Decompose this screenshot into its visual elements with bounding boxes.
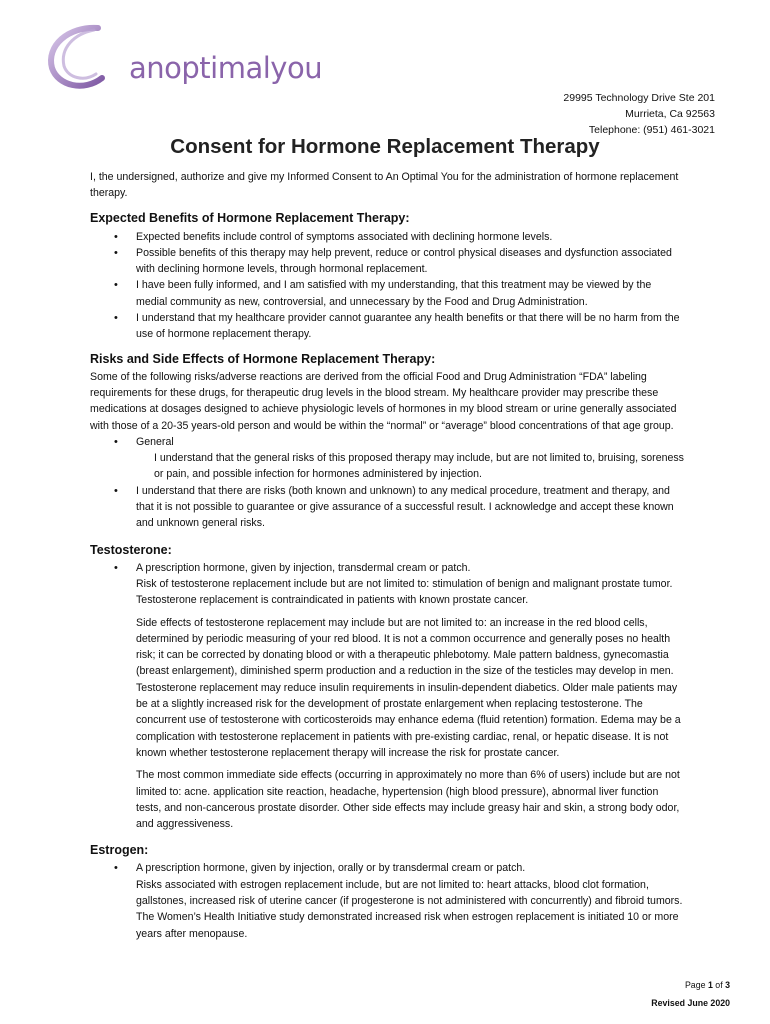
benefits-list — [90, 229, 685, 343]
intro-paragraph: I, the undersigned, authorize and give my Informed Consent to An Optimal You for the administration of hormone replacement therapy. — [90, 171, 679, 200]
logo-wordmark: anoptimalyou — [129, 51, 323, 85]
risks-list — [90, 434, 685, 532]
testosterone-side-effects-paragraph: Side effects of testosterone replacement may include but are not limited to: an increase in the red blood cells, determined by periodic measuring of your red blood. It is not a common occurrence and generally poses no health risk; it can be corrected by donating blood or with a therapeutic phlebotomy. Male pattern baldness, gynecomastia (breast enlargement), diminished sperm production and a reduction in the size of the testicles may develop in men. Testosterone replacement may reduce insulin requirements in insulin-dependent diabetics. Older male patients may be at a slightly increased risk for the development of prostate enlargement when replacing testosterone. The concurrent use of testosterone with corticosteroids may enhance edema (fluid retention) formation. Edema may be a complication with testosterone replacement in patients with pre-existing cardiac, renal, or hepatic disease. It is not known whether testosterone replacement therapy will increase the risk for prostate cancer. — [136, 616, 681, 759]
general-risks-label: • General — [136, 435, 174, 448]
testosterone-common-effects-paragraph: The most common immediate side effects (occurring in approximately no more than 6% of users) include but are not limited to: acne. application site reaction, headache, hypertension (high blood pressure), abnormal liver function tests, and non-cancerous prostate disorder. Other side effects may include greasy hair and skin, a strong body odor, and aggressiveness. — [136, 769, 680, 831]
testosterone-bullet-line2: Risk of testosterone replacement include but are not limited to: stimulation of benign and malignant prostate tumor. Testosterone replacement is contraindicated in patients with known prostate cancer. — [136, 577, 673, 607]
address-line-city: Murrieta, Ca 92563 — [625, 108, 715, 120]
list-item — [90, 860, 685, 941]
list-item: • I understand that my healthcare provider cannot guarantee any health benefits or that there will be no harm from the use of hormone replacement therapy. — [90, 310, 685, 343]
address-line-street: 29995 Technology Drive Ste 201 — [563, 92, 715, 104]
page-of: of — [715, 980, 723, 990]
testosterone-list — [90, 560, 685, 609]
page-title: Consent for Hormone Replacement Therapy — [170, 135, 600, 158]
address-line-phone: Telephone: (951) 461-3021 — [588, 124, 715, 136]
testosterone-heading: Testosterone: — [90, 542, 172, 557]
page-footer — [651, 976, 730, 1012]
estrogen-list — [90, 860, 685, 941]
general-risks-text: I understand that the general risks of this proposed therapy may include, but are not limited to, bruising, soreness or pain, and possible infection for hormones administered by injection. — [154, 452, 684, 481]
page-total: 3 — [725, 980, 730, 990]
page-prefix: Page — [684, 980, 706, 990]
page-current: 1 — [707, 980, 713, 990]
estrogen-bullet-line1: • A prescription hormone, given by injection, orally or by transdermal cream or patch. — [136, 862, 526, 875]
clinic-address — [563, 90, 715, 138]
list-item — [90, 560, 685, 609]
estrogen-bullet-line2: Risks associated with estrogen replacement include, but are not limited to: heart attacks, blood clot formation, gallstones, increased risk of uterine cancer (if progesterone is not administered with concurrently) and fibroid tumors. The Women’s Health Initiative study demonstrated increased risk when estrogen replacement is initiated 10 or more years after menopause. — [136, 878, 683, 940]
risks-intro-paragraph: Some of the following risks/adverse reactions are derived from the official Food and Drug Administration “FDA” labeling requirements for these drugs, for therapeutic drug levels in the blood stream. My healthcare provider may prescribe these medications at dosages designed to achieve physiologic levels of hormones in my blood stream or urine generally associated with those of a 20-35 years-old person and would be within the “normal” or “average” blood concentrations of that age group. — [90, 370, 677, 432]
risks-heading: Risks and Side Effects of Hormone Replacement Therapy: — [90, 351, 436, 366]
list-item: • I have been fully informed, and I am satisfied with my understanding, that this treatment may be viewed by the medial community as new, controversial, and unnecessary by the Food and Drug Administration. — [90, 277, 685, 310]
list-item: • I understand that there are risks (both known and unknown) to any medical procedure, treatment and therapy, and that it is not possible to guarantee or give assurance of a successful result. I acknowledge and accept these known and unknown general risks. — [90, 483, 685, 532]
benefits-heading: Expected Benefits of Hormone Replacement Therapy: — [90, 210, 410, 225]
testosterone-bullet-line1: • A prescription hormone, given by injection, transdermal cream or patch. — [136, 561, 471, 574]
page-number — [651, 976, 730, 994]
list-item: • Possible benefits of this therapy may help prevent, reduce or control physical diseases and dysfunction associated with declining hormone levels, through hormonal replacement. — [90, 245, 685, 278]
list-item — [90, 434, 685, 483]
estrogen-heading: Estrogen: — [90, 843, 149, 858]
document-body — [90, 169, 685, 942]
revision-date — [651, 994, 730, 1012]
list-item: • Expected benefits include control of symptoms associated with declining hormone levels. — [90, 229, 685, 245]
revision-date-text: Revised June 2020 — [651, 998, 730, 1008]
company-logo — [40, 12, 323, 92]
